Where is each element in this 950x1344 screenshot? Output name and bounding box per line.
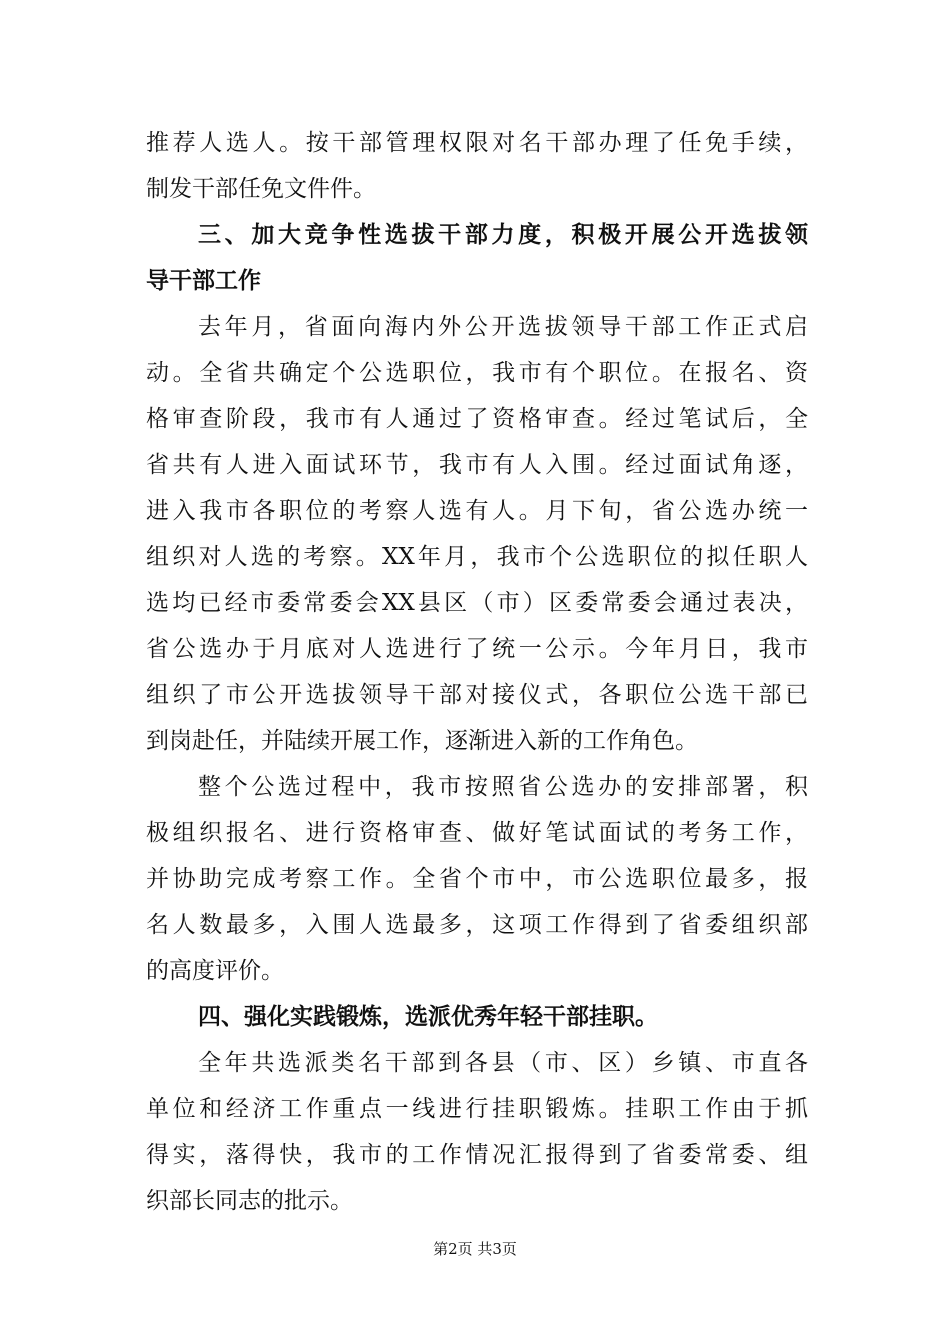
paragraph-line: 制发干部任免文件件。 [146,176,376,202]
paragraph-line: 组织了市公开选拔领导干部对接仪式，各职位公选干部已 [146,682,808,708]
paragraph-line: 并协助完成考察工作。全省个市中，市公选职位最多，报 [146,866,808,892]
paragraph-line: 整个公选过程中，我市按照省公选办的安排部署，积 [198,774,808,800]
section-heading: 导干部工作 [146,268,261,294]
paragraph-line: 得实，落得快，我市的工作情况汇报得到了省委常委、组 [146,1142,808,1168]
paragraph-line: 到岗赴任，并陆续开展工作，逐渐进入新的工作角色。 [146,728,698,754]
paragraph-line: 省公选办于月底对人选进行了统一公示。今年月日，我市 [146,636,808,662]
paragraph-line: 单位和经济工作重点一线进行挂职锻炼。挂职工作由于抓 [146,1096,808,1122]
paragraph-line: 推荐人选人。按干部管理权限对名干部办理了任免手续， [146,130,808,156]
paragraph-line: 全年共选派类名干部到各县（市、区）乡镇、市直各 [198,1050,808,1076]
paragraph-line: 格审查阶段，我市有人通过了资格审查。经过笔试后，全 [146,406,808,432]
paragraph-line: 名人数最多，入围人选最多，这项工作得到了省委组织部 [146,912,808,938]
paragraph-line: 极组织报名、进行资格审查、做好笔试面试的考务工作， [146,820,808,846]
paragraph-line: 进入我市各职位的考察人选有人。月下旬，省公选办统一 [146,498,808,524]
page-footer: 第2页 共3页 [433,1240,517,1258]
paragraph-line: 省共有人进入面试环节，我市有人入围。经过面试角逐， [146,452,808,478]
paragraph-line: 组织对人选的考察。XX年月，我市个公选职位的拟任职人 [146,544,808,570]
paragraph-line: 的高度评价。 [146,958,284,984]
section-heading: 四、强化实践锻炼，选派优秀年轻干部挂职。 [198,1004,658,1030]
document-body [146,120,808,1224]
paragraph-line: 去年月，省面向海内外公开选拔领导干部工作正式启 [198,314,808,340]
section-heading: 三、加大竞争性选拔干部力度，积极开展公开选拔领 [198,222,808,248]
paragraph-line: 选均已经市委常委会XX县区（市）区委常委会通过表决， [146,590,808,616]
paragraph-line: 织部长同志的批示。 [146,1188,353,1214]
paragraph-line: 动。全省共确定个公选职位，我市有个职位。在报名、资 [146,360,808,386]
